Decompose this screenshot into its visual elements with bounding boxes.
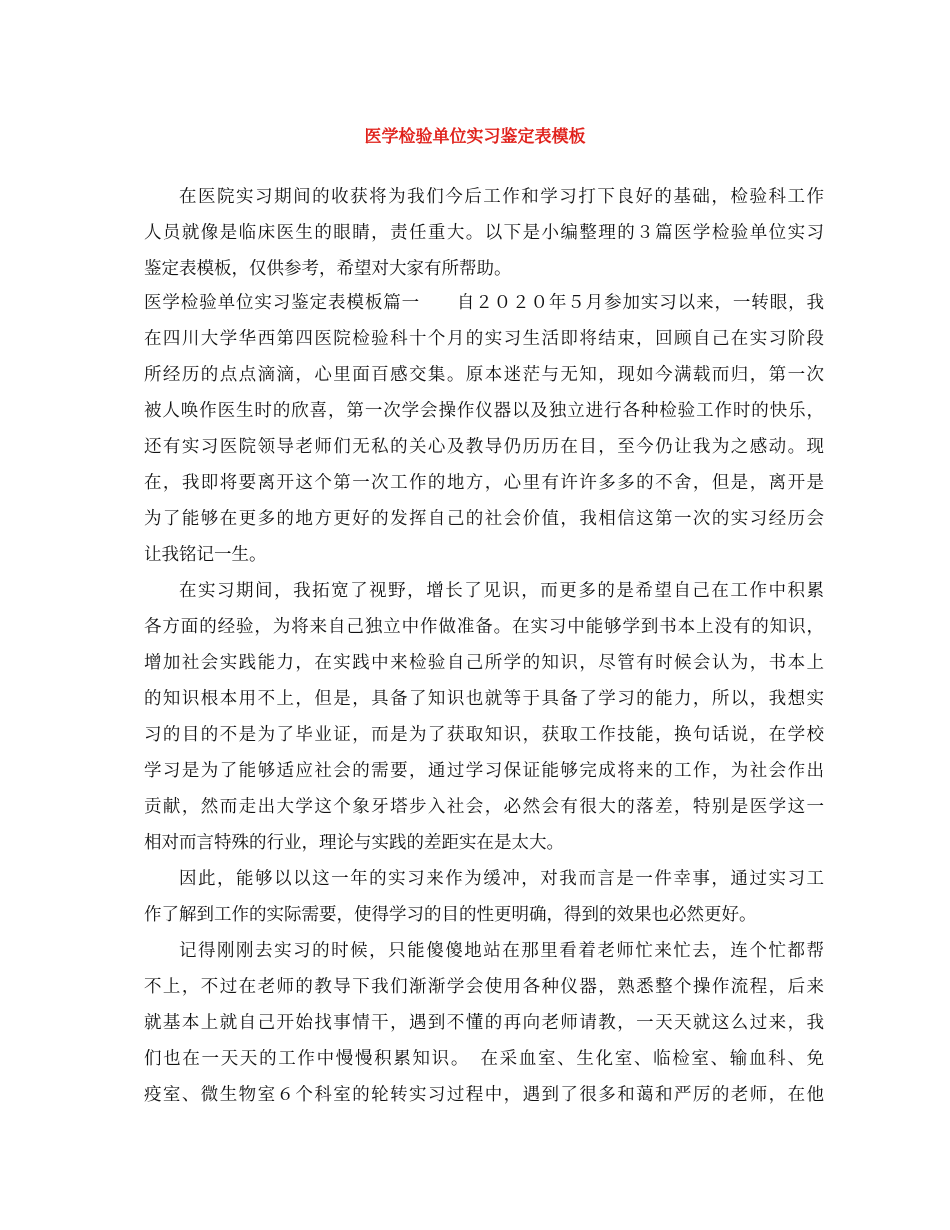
text-line: 在，我即将要离开这个第一次工作的地方，心里有许许多多的不舍，但是，离开是 — [144, 473, 824, 493]
text-line: 的知识根本用不上，但是，具备了知识也就等于具备了学习的能力，所以，我想实 — [144, 689, 824, 709]
text-line: 被人唤作医生时的欣喜，第一次学会操作仪器以及独立进行各种检验工作时的快乐， — [144, 401, 824, 421]
text-line: 在实习期间，我拓宽了视野，增长了见识，而更多的是希望自己在工作中积累 — [179, 581, 824, 601]
text-line: 记得刚刚去实习的时候，只能傻傻地站在那里看着老师忙来忙去，连个忙都帮 — [179, 941, 824, 961]
text-line: 各方面的经验，为将来自己独立中作做准备。在实习中能够学到书本上没有的知识， — [144, 617, 824, 637]
text-line: 在四川大学华西第四医院检验科十个月的实习生活即将结束，回顾自己在实习阶段 — [144, 329, 824, 349]
text-line: 疫室、微生物室６个科室的轮转实习过程中，遇到了很多和蔼和严厉的老师，在他 — [144, 1085, 824, 1105]
text-line: 增加社会实践能力，在实践中来检验自己所学的知识，尽管有时候会认为，书本上 — [144, 653, 824, 673]
text-line: 人员就像是临床医生的眼睛，责任重大。以下是小编整理的３篇医学检验单位实习 — [144, 223, 824, 243]
text-line: 医学检验单位实习鉴定表模板篇一 自２０２０年５月参加实习以来，一转眼，我 — [144, 293, 824, 313]
text-line: 不上，不过在老师的教导下我们渐渐学会使用各种仪器，熟悉整个操作流程，后来 — [144, 977, 824, 997]
text-line: 贡献，然而走出大学这个象牙塔步入社会，必然会有很大的落差，特别是医学这一 — [144, 797, 824, 817]
text-line: 学习是为了能够适应社会的需要，通过学习保证能够完成将来的工作，为社会作出 — [144, 761, 824, 781]
text-line: 为了能够在更多的地方更好的发挥自己的社会价值，我相信这第一次的实习经历会 — [144, 509, 824, 529]
text-line: 习的目的不是为了毕业证，而是为了获取知识，获取工作技能，换句话说，在学校 — [144, 725, 824, 745]
text-line: 相对而言特殊的行业，理论与实践的差距实在是太大。 — [144, 833, 564, 853]
document-title: 医学检验单位实习鉴定表模板 — [364, 127, 586, 147]
text-line: 作了解到工作的实际需要，使得学习的目的性更明确，得到的效果也必然更好。 — [144, 905, 757, 925]
text-line: 所经历的点点滴滴，心里面百感交集。原本迷茫与无知，现如今满载而归，第一次 — [144, 365, 824, 385]
text-line: 在医院实习期间的收获将为我们今后工作和学习打下良好的基础，检验科工作 — [179, 187, 824, 207]
text-line: 让我铭记一生。 — [144, 545, 267, 565]
text-line: 因此，能够以以这一年的实习来作为缓冲，对我而言是一件幸事，通过实习工 — [179, 869, 824, 889]
text-line: 鉴定表模板，仅供参考，希望对大家有所帮助。 — [144, 259, 512, 279]
text-line: 还有实习医院领导老师们无私的关心及教导仍历历在目，至今仍让我为之感动。现 — [144, 437, 824, 457]
text-line: 就基本上就自己开始找事情干，遇到不懂的再向老师请教，一天天就这么过来，我 — [144, 1013, 824, 1033]
text-line: 们也在一天天的工作中慢慢积累知识。 在采血室、生化室、临检室、输血科、免 — [144, 1049, 824, 1069]
